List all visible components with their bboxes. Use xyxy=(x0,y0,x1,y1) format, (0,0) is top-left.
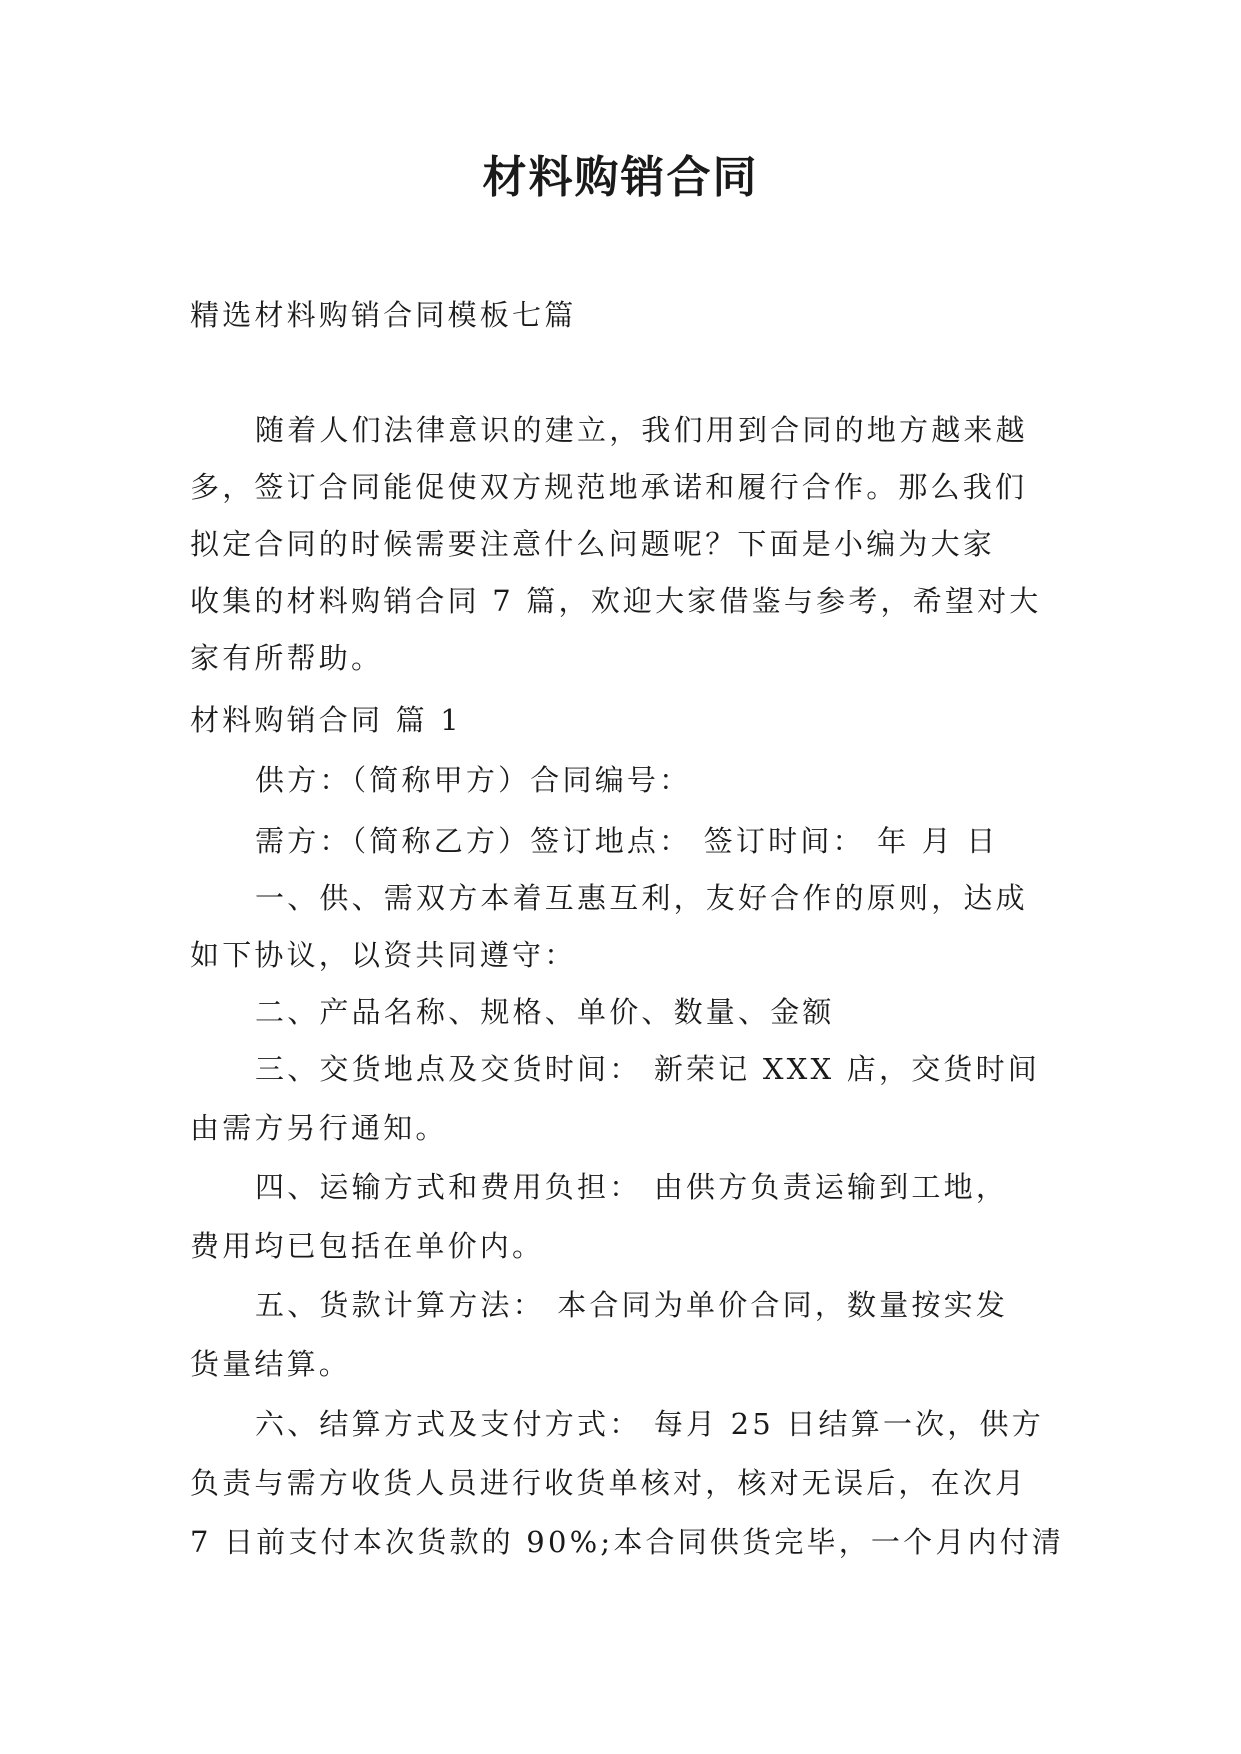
intro-line-2: 多，签订合同能促使双方规范地承诺和履行合作。那么我们 xyxy=(190,470,1028,504)
document-title: 材料购销合同 xyxy=(482,152,759,203)
intro-line-4: 收集的材料购销合同 7 篇，欢迎大家借鉴与参考，希望对大 xyxy=(190,584,1042,618)
document-subtitle: 精选材料购销合同模板七篇 xyxy=(190,298,577,332)
section-heading: 材料购销合同 篇 1 xyxy=(190,703,462,737)
clause-1-line-1: 一、供、需双方本着互惠互利，友好合作的原则，达成 xyxy=(255,881,1028,915)
buyer-line: 需方：（简称乙方）签订地点： 签订时间： 年 月 日 xyxy=(255,824,999,858)
intro-line-5: 家有所帮助。 xyxy=(190,641,384,675)
clause-5-line-1: 五、货款计算方法： 本合同为单价合同，数量按实发 xyxy=(255,1288,1009,1322)
clause-3-line-1: 三、交货地点及交货时间： 新荣记 XXX 店，交货时间 xyxy=(255,1052,1040,1086)
clause-1-line-2: 如下协议，以资共同遵守： xyxy=(190,938,577,972)
clause-4-line-1: 四、运输方式和费用负担： 由供方负责运输到工地， xyxy=(255,1170,1009,1204)
clause-5-line-2: 货量结算。 xyxy=(190,1347,352,1381)
clause-2: 二、产品名称、规格、单价、数量、金额 xyxy=(255,995,835,1029)
intro-line-3: 拟定合同的时候需要注意什么问题呢？下面是小编为大家 xyxy=(190,527,996,561)
intro-line-1: 随着人们法律意识的建立，我们用到合同的地方越来越 xyxy=(255,413,1028,447)
clause-4-line-2: 费用均已包括在单价内。 xyxy=(190,1229,545,1263)
clause-6-line-2: 负责与需方收货人员进行收货单核对，核对无误后，在次月 xyxy=(190,1466,1028,1500)
clause-6-line-1: 六、结算方式及支付方式： 每月 25 日结算一次，供方 xyxy=(255,1407,1044,1441)
supplier-line: 供方：（简称甲方）合同编号： xyxy=(255,763,692,797)
clause-6-line-3: 7 日前支付本次货款的 90%;本合同供货完毕，一个月内付清 xyxy=(190,1525,1065,1559)
clause-3-line-2: 由需方另行通知。 xyxy=(190,1111,448,1145)
